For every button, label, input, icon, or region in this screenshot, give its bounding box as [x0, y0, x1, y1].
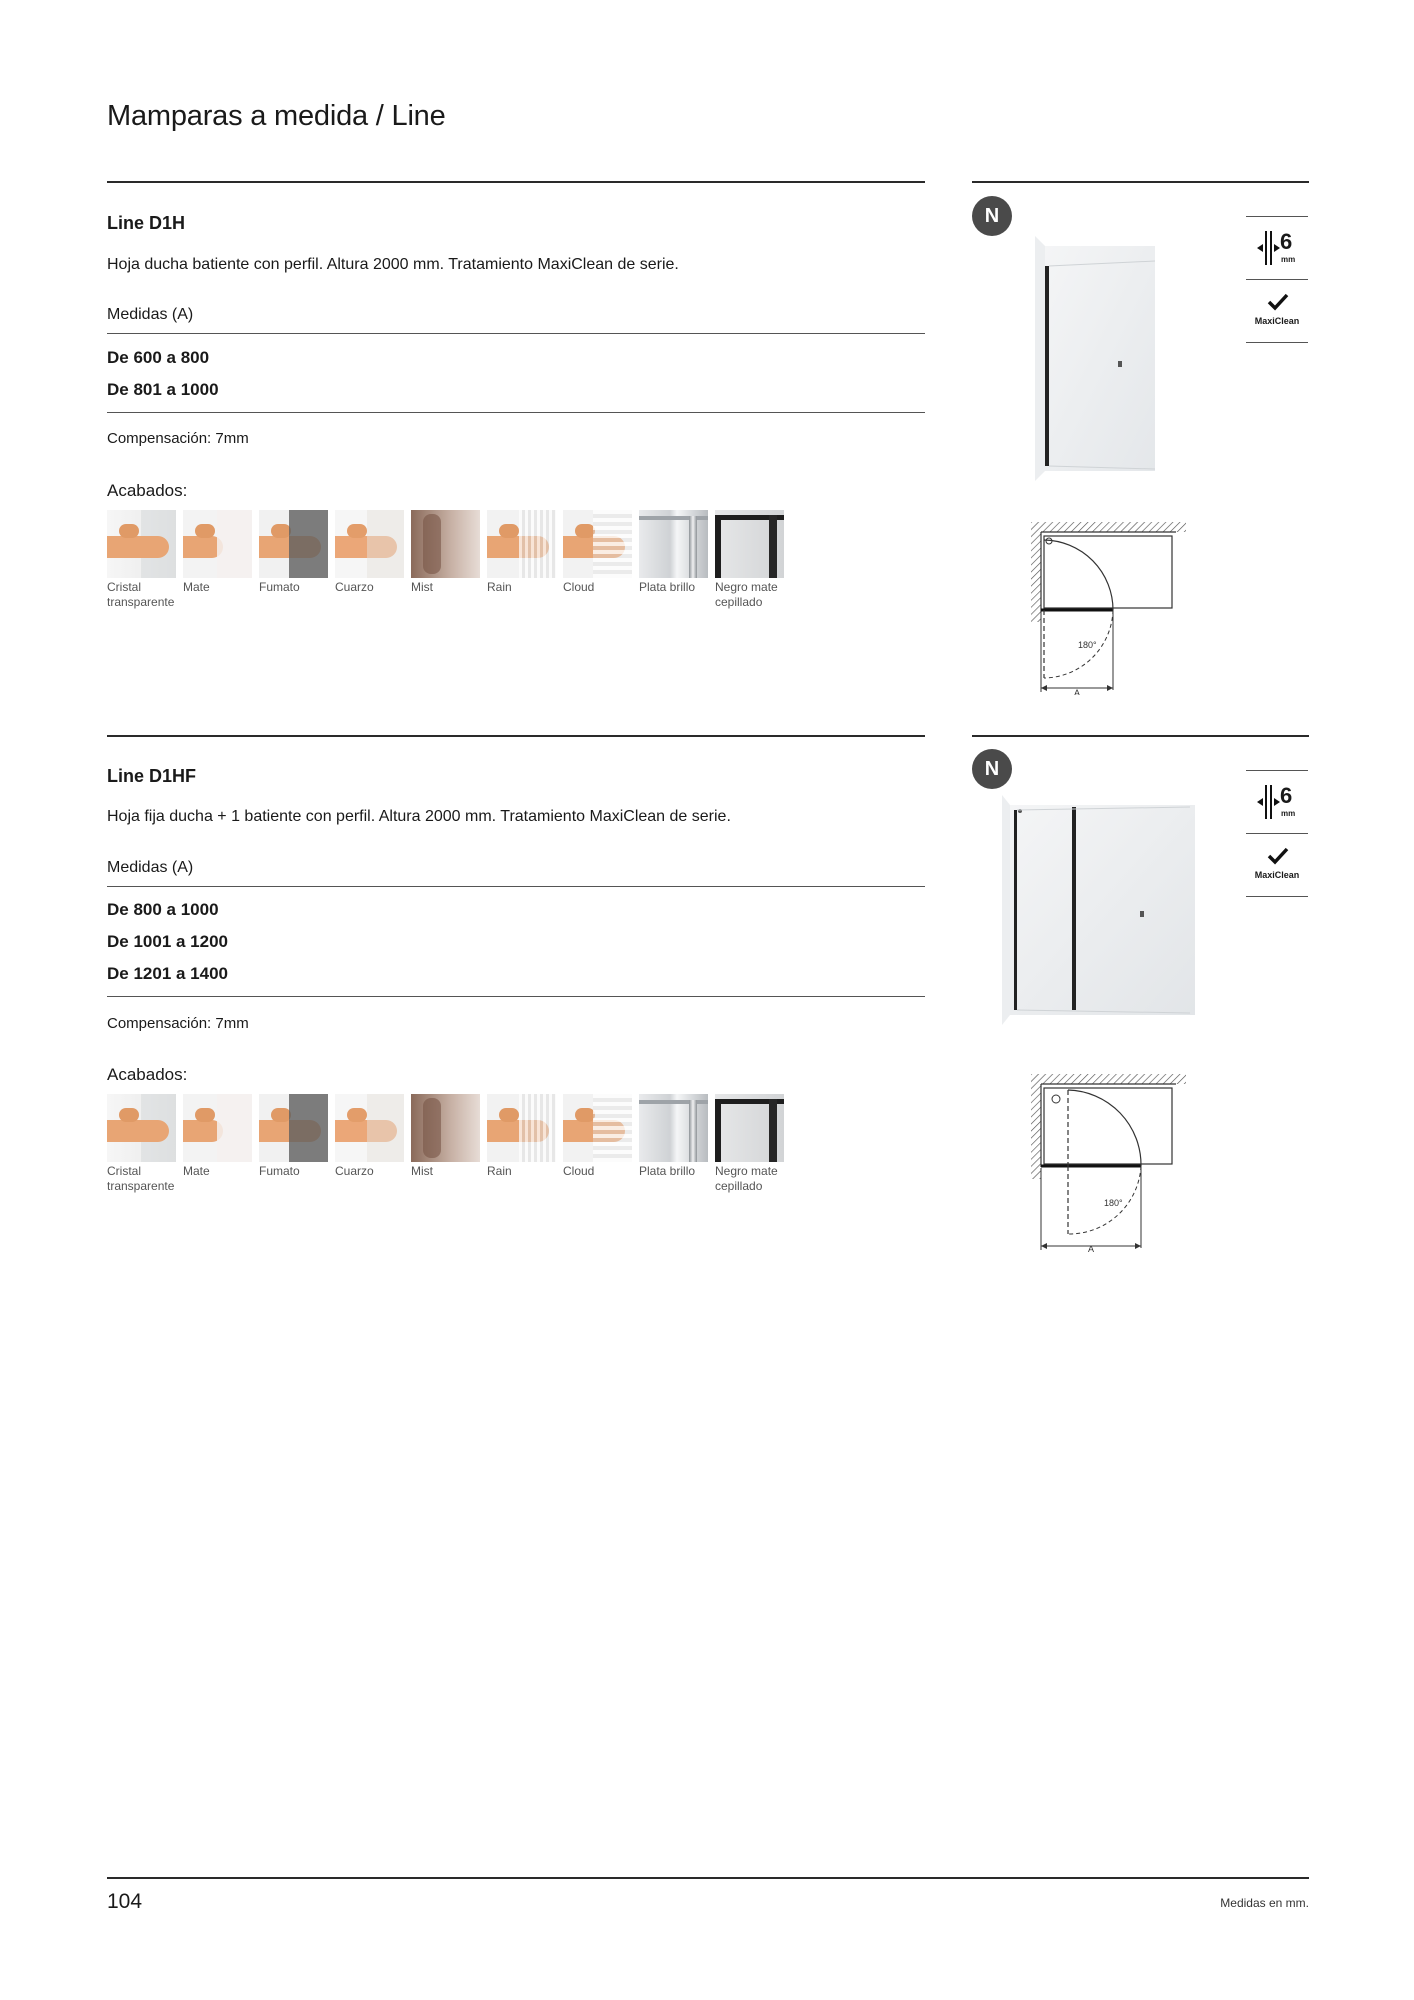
finish-label	[107, 1164, 176, 1194]
thickness-feature	[1246, 770, 1308, 897]
finish-image	[107, 510, 176, 578]
finish-label-line1: Plata brillo	[639, 1164, 696, 1178]
finish-swatch	[563, 510, 632, 610]
size-row: De 1001 a 1200	[107, 932, 228, 951]
finish-image	[715, 1094, 784, 1162]
finish-label	[487, 580, 556, 595]
finish-label-line1: Negro mate	[715, 580, 778, 594]
finish-label-line2: cepillado	[715, 1179, 763, 1193]
finish-label-line1: Rain	[487, 580, 512, 594]
finish-label-line2: transparente	[107, 595, 175, 609]
finish-label-line1: Cuarzo	[335, 1164, 374, 1178]
finish-label-line1: Rain	[487, 1164, 512, 1178]
finish-label-line1: Fumato	[259, 1164, 300, 1178]
finish-swatch	[715, 1094, 784, 1194]
finish-image	[563, 510, 632, 578]
finish-swatch	[411, 1094, 480, 1194]
finish-label	[183, 1164, 252, 1179]
door-diagram	[1026, 1072, 1196, 1252]
new-badge: N	[972, 749, 1012, 789]
compensacion-text: Compensación: 7mm	[107, 430, 249, 447]
finish-image	[487, 510, 556, 578]
finish-swatch	[563, 1094, 632, 1194]
finish-label	[715, 1164, 784, 1194]
finish-label	[715, 580, 784, 610]
table-rule	[107, 412, 925, 413]
finish-label	[335, 1164, 404, 1179]
compensacion-text: Compensación: 7mm	[107, 1015, 249, 1032]
finish-swatch	[715, 510, 784, 610]
thickness-feature	[1246, 216, 1308, 343]
finish-image	[715, 510, 784, 578]
medidas-label: Medidas (A)	[107, 859, 194, 876]
finish-label-line1: Cuarzo	[335, 580, 374, 594]
finish-image	[335, 510, 404, 578]
finish-label	[259, 1164, 328, 1179]
product-description: Hoja ducha batiente con perfil. Altura 2000 mm. Tratamiento MaxiClean de serie.	[107, 256, 679, 273]
finish-label-line1: Cloud	[563, 580, 595, 594]
new-badge: N	[972, 196, 1012, 236]
finish-swatch	[259, 510, 328, 610]
finish-label-line1: Negro mate	[715, 1164, 778, 1178]
finish-swatch	[487, 1094, 556, 1194]
finish-label	[335, 580, 404, 595]
finish-label-line1: Cloud	[563, 1164, 595, 1178]
finish-label	[639, 580, 708, 595]
size-row: De 800 a 1000	[107, 900, 219, 919]
table-rule	[107, 996, 925, 997]
finish-swatch	[335, 510, 404, 610]
finish-label-line1: Fumato	[259, 580, 300, 594]
section-divider-right	[972, 735, 1309, 737]
finish-swatch	[639, 1094, 708, 1194]
medidas-label: Medidas (A)	[107, 306, 194, 323]
acabados-label: Acabados:	[107, 481, 188, 500]
finish-image	[563, 1094, 632, 1162]
finish-label-line1: Cristal	[107, 580, 142, 594]
finish-label	[639, 1164, 708, 1179]
angle-label: 180°	[1104, 1198, 1123, 1208]
finish-swatch	[487, 510, 556, 610]
angle-label: 180°	[1078, 640, 1097, 650]
product-title: Line D1H	[107, 213, 186, 233]
finish-image	[411, 1094, 480, 1162]
finish-label-line1: Mate	[183, 1164, 210, 1178]
finish-swatch	[411, 510, 480, 610]
finish-label	[411, 580, 480, 595]
finish-image	[259, 510, 328, 578]
thickness-unit: mm	[1281, 255, 1296, 264]
finish-swatches	[107, 510, 784, 610]
dimension-label: A	[1088, 1244, 1095, 1252]
finish-label	[487, 1164, 556, 1179]
finish-image	[183, 510, 252, 578]
finish-image	[335, 1094, 404, 1162]
finish-label	[563, 580, 632, 595]
finish-label	[107, 580, 176, 610]
finish-label-line1: Plata brillo	[639, 580, 696, 594]
acabados-label: Acabados:	[107, 1065, 188, 1084]
size-row: De 600 a 800	[107, 348, 210, 367]
finish-swatch	[639, 510, 708, 610]
thickness-unit: mm	[1281, 809, 1296, 818]
thickness-value: 6	[1280, 229, 1293, 254]
finish-label	[563, 1164, 632, 1179]
product-photo	[1000, 785, 1200, 1030]
finish-image	[639, 510, 708, 578]
table-rule	[107, 333, 925, 334]
finish-swatch	[259, 1094, 328, 1194]
product-description: Hoja fija ducha + 1 batiente con perfil. Altura 2000 mm. Tratamiento MaxiClean de serie.	[107, 808, 731, 825]
finish-label-line1: Mist	[411, 1164, 433, 1178]
thickness-value: 6	[1280, 783, 1293, 808]
finish-swatch	[183, 510, 252, 610]
product-title: Line D1HF	[107, 766, 197, 786]
finish-swatch	[107, 510, 176, 610]
finish-label	[183, 580, 252, 595]
finish-image	[183, 1094, 252, 1162]
finish-image	[259, 1094, 328, 1162]
finish-label-line1: Cristal	[107, 1164, 142, 1178]
check-icon	[1267, 846, 1289, 866]
finish-swatch	[107, 1094, 176, 1194]
table-rule	[107, 886, 925, 887]
finish-label	[259, 580, 328, 595]
page-title: Mamparas a medida / Line	[107, 100, 446, 132]
finish-image	[411, 510, 480, 578]
dimension-label: A	[1074, 688, 1081, 695]
finish-swatch	[183, 1094, 252, 1194]
maxiclean-label: MaxiClean	[1254, 316, 1300, 326]
finish-label-line2: transparente	[107, 1179, 175, 1193]
size-row: De 1201 a 1400	[107, 964, 228, 983]
product-photo	[1030, 236, 1170, 481]
finish-label-line1: Mate	[183, 580, 210, 594]
section-divider	[107, 735, 925, 737]
check-icon	[1267, 292, 1289, 312]
finish-label	[411, 1164, 480, 1179]
section-divider-right	[972, 181, 1309, 183]
footer-rule	[107, 1877, 1309, 1879]
finish-image	[639, 1094, 708, 1162]
finish-swatches	[107, 1094, 784, 1194]
footer-note: Medidas en mm.	[1220, 1896, 1309, 1910]
door-diagram	[1026, 520, 1196, 695]
size-row: De 801 a 1000	[107, 380, 219, 399]
finish-image	[487, 1094, 556, 1162]
section-divider	[107, 181, 925, 183]
maxiclean-label: MaxiClean	[1254, 870, 1300, 880]
finish-label-line2: cepillado	[715, 595, 763, 609]
finish-swatch	[335, 1094, 404, 1194]
finish-image	[107, 1094, 176, 1162]
page-number: 104	[107, 1890, 143, 1913]
finish-label-line1: Mist	[411, 580, 433, 594]
